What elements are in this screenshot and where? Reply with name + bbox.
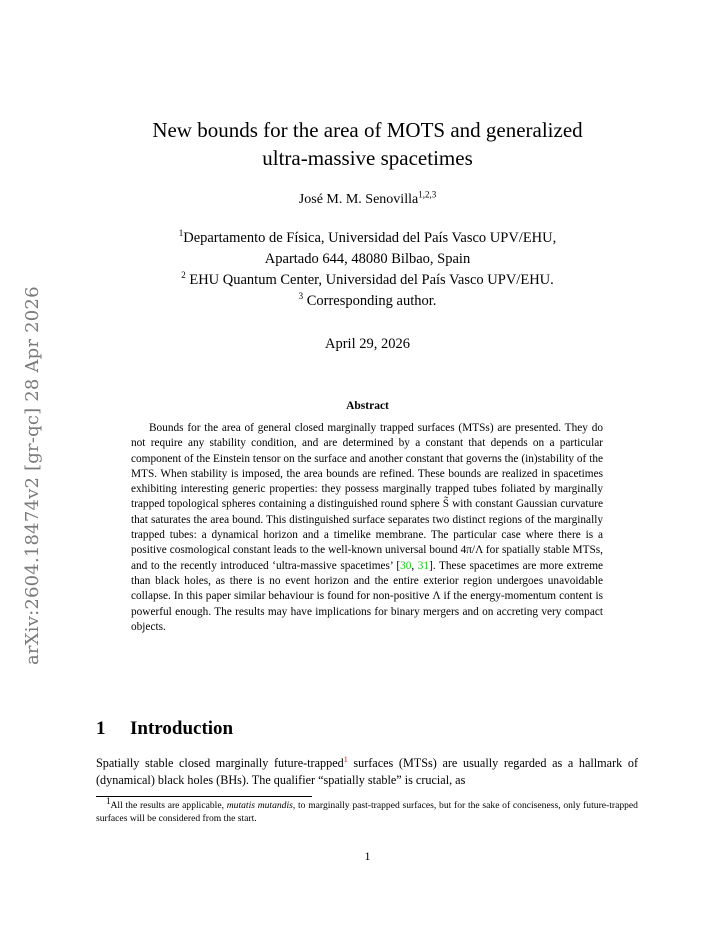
abstract-text: Bounds for the area of general closed marginally trapped surfaces (MTSs) are presented. They do not require any stability condition, and are determined by a constant that depends on a particular component of the Einstein tensor on the surface and another constant that governs the (in)stability of the MTS. When stability is imposed, the area bounds are refined. These bounds are realized in spacetimes exhibiting interesting generic properties: they possess marginally trapped tubes foliated by marginally trapped topological spheres containing a distinguished round sphere S̃ with constant Gaussian curvature that saturates the area bound. This distinguished surface separates two distinct regions of the marginally trapped tubes: a dynamical horizon and a timelike membrane. The particular case where there is a positive cosmological constant leads to the well-known universal bound 4π/Λ for spatially stable MTSs, and to the recently introduced ‘ultra-massive spacetimes’ [ [131, 422, 603, 572]
body-paragraph [96, 755, 638, 789]
citation-separator: , [411, 559, 418, 572]
paper-date: April 29, 2026 [325, 336, 410, 352]
affiliation-line [80, 291, 655, 312]
introduction-text [96, 755, 638, 789]
footnote-paragraph [96, 795, 638, 825]
arxiv-identifier-stamp: arXiv:2604.18474v2 [gr-qc] 28 Apr 2026 [22, 286, 43, 665]
abstract-text: ]. These spacetimes are more extreme than black holes, as there is no event horizon and the entire exterior region undergoes unavoidable collapse. In this paper similar behaviour is found for non-positive Λ if the energy-momentum content is powerful enough. The results may have implications for binary mergers and on accreting very compact objects. [131, 559, 603, 633]
paper-title [80, 116, 655, 172]
abstract-body [131, 421, 603, 635]
affiliation-mark: 1 [178, 228, 184, 239]
section-heading [96, 718, 233, 740]
affiliation-line [80, 249, 655, 270]
section-title: Introduction [130, 718, 234, 739]
footnote-link[interactable]: 1 [343, 754, 348, 764]
author-affiliation-marks: 1,2,3 [418, 189, 437, 200]
body-text: surfaces (MTSs) are usually regarded as a hallmark of (dynamical) black holes (BHs). The qualifier “spatially stable” is crucial, as [96, 756, 639, 787]
footnote-emphasis: mutatis mutandis [226, 800, 293, 811]
affiliation-text: Departamento de Física, Universidad del País Vasco UPV/EHU, [183, 230, 557, 246]
affiliation-text: EHU Quantum Center, Universidad del País Vasco UPV/EHU. [185, 272, 554, 288]
citation-link[interactable]: 31 [417, 559, 430, 572]
section-number: 1 [96, 718, 106, 739]
footnote-text: , to marginally past-trapped surfaces, but for the sake of conciseness, only future-trapped surfaces will be considered from the start. [96, 800, 638, 824]
title-line-1: New bounds for the area of MOTS and generalized [152, 118, 583, 142]
footnote-mark: 1 [106, 795, 111, 806]
author-name: José M. M. Senovilla [298, 192, 419, 207]
affiliation-line [80, 228, 655, 249]
abstract-heading: Abstract [346, 400, 389, 412]
abstract-paragraph [131, 421, 603, 635]
body-text: Spatially stable closed marginally future-trapped [96, 756, 344, 770]
page-number: 1 [364, 849, 371, 863]
affiliation-text: Corresponding author. [303, 293, 437, 309]
footnote-divider [96, 796, 312, 797]
title-line-2: ultra-massive spacetimes [262, 146, 473, 170]
affiliations [80, 228, 655, 312]
footnote-text: All the results are applicable, [110, 800, 227, 811]
affiliation-line [80, 270, 655, 291]
affiliation-mark: 2 [181, 270, 186, 281]
footnote [96, 795, 638, 825]
affiliation-text: Apartado 644, 48080 Bilbao, Spain [264, 251, 471, 267]
author-line [80, 189, 655, 208]
affiliation-mark: 3 [298, 291, 304, 302]
citation-link[interactable]: 30 [400, 559, 412, 572]
